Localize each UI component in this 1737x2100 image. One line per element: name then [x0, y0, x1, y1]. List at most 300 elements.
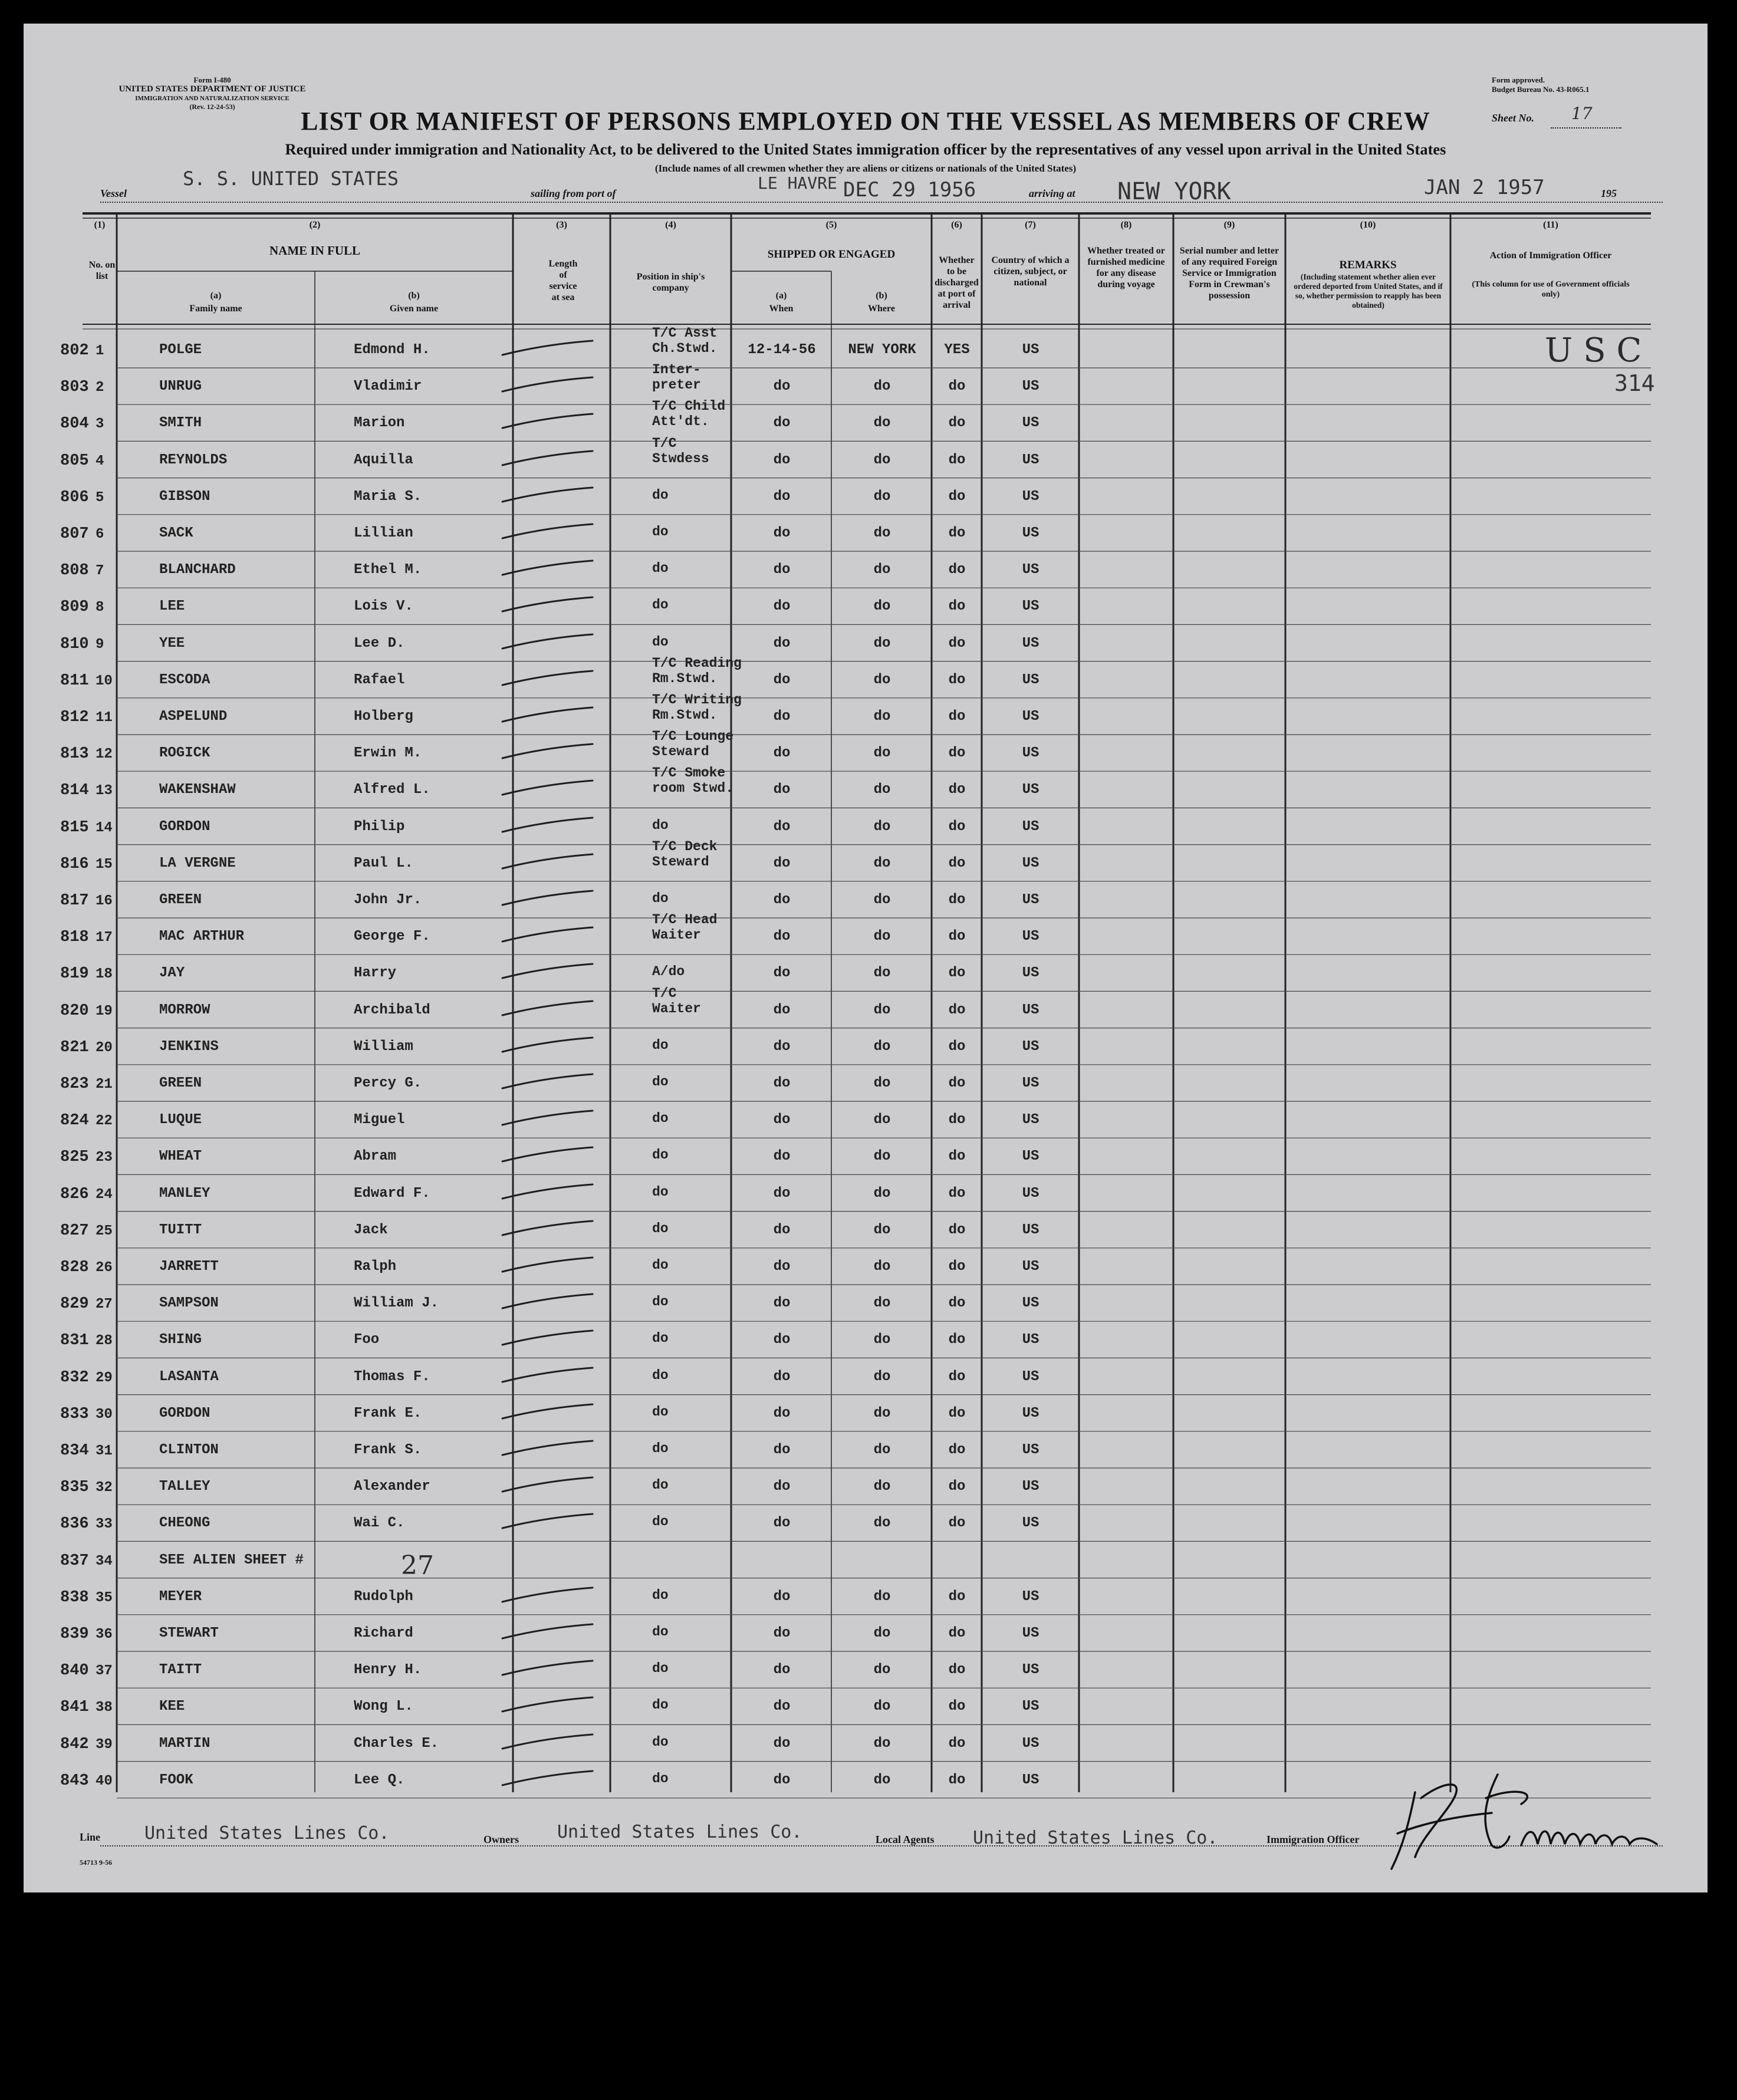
- row-family-name: ASPELUND: [159, 709, 228, 725]
- row-discharged: YES: [944, 342, 970, 358]
- row-list-number: 8: [96, 600, 104, 616]
- row-given-name: Aquilla: [354, 452, 413, 468]
- row-position-line2: do: [652, 1734, 669, 1750]
- row-shipped-when: do: [773, 1479, 791, 1495]
- tally-mark: [489, 521, 607, 544]
- row-list-number: 24: [96, 1186, 113, 1203]
- row-given-name: William: [354, 1038, 413, 1055]
- row-family-name: SACK: [159, 525, 193, 541]
- row-shipped-when: do: [773, 1332, 791, 1348]
- row-shipped-when: do: [773, 378, 791, 395]
- row-given-name: Vladimir: [354, 378, 422, 395]
- row-shipped-when: do: [773, 1588, 791, 1605]
- row-given-name: Alexander: [354, 1479, 430, 1495]
- form-revision: (Rev. 12-24-53): [189, 103, 235, 111]
- row-country: US: [1022, 342, 1039, 358]
- row-shipped-when: do: [773, 1259, 791, 1275]
- row-discharged: do: [948, 1038, 966, 1055]
- footer-officer-label: Immigration Officer: [1266, 1834, 1360, 1845]
- row-list-number: 10: [96, 673, 113, 689]
- row-shipped-when: do: [773, 1368, 791, 1385]
- row-given-name: Miguel: [354, 1112, 405, 1128]
- tally-mark: [489, 1144, 607, 1167]
- row-position-line2: do: [652, 1624, 669, 1640]
- row-discharged: do: [948, 818, 966, 835]
- row-country: US: [1022, 1185, 1039, 1202]
- tally-mark: [489, 1657, 607, 1681]
- tally-mark: [489, 594, 607, 617]
- row-list-number: 28: [96, 1333, 113, 1349]
- row-given-name: Charles E.: [354, 1735, 439, 1752]
- row-country: US: [1022, 1588, 1039, 1605]
- arriving-port: NEW YORK: [1117, 178, 1231, 205]
- row-position-line1: T/C Writing: [652, 692, 742, 707]
- col-7-number: (7): [1025, 220, 1036, 230]
- footer-agents-value: United States Lines Co.: [973, 1828, 1218, 1848]
- row-position-line2: Att'dt.: [652, 414, 709, 430]
- row-given-name: Foo: [354, 1332, 380, 1348]
- row-country: US: [1022, 1515, 1039, 1532]
- row-family-name: POLGE: [159, 342, 202, 358]
- row-given-name: Percy G.: [354, 1075, 422, 1091]
- row-given-name: John Jr.: [354, 892, 422, 908]
- row-discharged: do: [948, 562, 966, 578]
- tally-mark: [489, 374, 607, 397]
- row-country: US: [1022, 562, 1039, 578]
- footer-owners-label: Owners: [483, 1834, 519, 1845]
- row-list-number: 7: [96, 563, 104, 580]
- row-position-line2: do: [652, 1220, 669, 1236]
- col-8-header: Whether treated or furnished medicine for any disease during voyage: [1087, 246, 1165, 289]
- row-shipped-where: do: [873, 782, 891, 798]
- row-list-number: 23: [96, 1150, 113, 1166]
- row-shipped-when: 12-14-56: [748, 342, 816, 358]
- row-list-number: 33: [96, 1516, 113, 1533]
- row-discharged: do: [948, 525, 966, 541]
- footer-line-label: Line: [80, 1831, 101, 1843]
- row-country: US: [1022, 525, 1039, 541]
- row-ref-number: 826: [60, 1185, 89, 1203]
- row-given-name: Thomas F.: [354, 1368, 430, 1385]
- row-position-line1: T/C Child: [652, 399, 726, 414]
- row-position-line2: do: [652, 1587, 669, 1603]
- row-shipped-when: do: [773, 892, 791, 908]
- row-position-line2: do: [652, 597, 669, 613]
- row-country: US: [1022, 1038, 1039, 1055]
- row-position-line2: do: [652, 1477, 669, 1493]
- row-position-line1: Inter-: [652, 362, 701, 378]
- row-ref-number: 820: [60, 1002, 89, 1020]
- tally-mark: [489, 704, 607, 728]
- row-discharged: do: [948, 1442, 966, 1458]
- row-family-name: WHEAT: [159, 1148, 202, 1165]
- row-given-name: Frank S.: [354, 1442, 422, 1458]
- row-discharged: do: [948, 415, 966, 432]
- row-shipped-where: do: [873, 1259, 891, 1275]
- row-list-number: 3: [96, 416, 104, 433]
- row-shipped-when: do: [773, 635, 791, 651]
- service-name: IMMIGRATION AND NATURALIZATION SERVICE: [135, 95, 290, 102]
- usc-annotation: USC: [1545, 331, 1653, 370]
- col-10-header: REMARKS: [1339, 259, 1397, 271]
- col-2b-number: (b): [408, 291, 420, 301]
- row-given-name: Lillian: [354, 525, 413, 541]
- row-discharged: do: [948, 1075, 966, 1091]
- row-ref-number: 817: [60, 892, 89, 910]
- row-list-number: 35: [96, 1589, 113, 1606]
- row-country: US: [1022, 782, 1039, 798]
- row-position-line1: T/C Reading: [652, 655, 742, 671]
- row-position-line2: do: [652, 1770, 669, 1786]
- row-discharged: do: [948, 929, 966, 945]
- row-ref-number: 842: [60, 1735, 89, 1753]
- row-shipped-where: do: [873, 598, 891, 615]
- row-list-number: 5: [96, 489, 104, 506]
- row-ref-number: 814: [60, 782, 89, 800]
- row-list-number: 17: [96, 930, 113, 946]
- row-ref-number: 815: [60, 818, 89, 837]
- tally-mark: [489, 1731, 607, 1755]
- row-list-number: 34: [96, 1553, 113, 1569]
- col-5b-header: Where: [868, 304, 895, 314]
- row-list-number: 14: [96, 819, 113, 836]
- row-family-name: GORDON: [159, 818, 210, 835]
- row-family-name: TAITT: [159, 1662, 202, 1678]
- row-position-line1: T/C Smoke: [652, 765, 726, 781]
- row-list-number: 15: [96, 856, 113, 873]
- row-ref-number: 837: [60, 1552, 89, 1570]
- vessel-name: S. S. UNITED STATES: [183, 167, 399, 190]
- row-discharged: do: [948, 1772, 966, 1788]
- row-family-name: SMITH: [159, 415, 202, 432]
- row-family-name: CHEONG: [159, 1515, 210, 1532]
- row-discharged: do: [948, 1699, 966, 1715]
- row-shipped-when: do: [773, 1405, 791, 1421]
- row-country: US: [1022, 1075, 1039, 1091]
- row-discharged: do: [948, 965, 966, 982]
- tally-mark: [489, 1474, 607, 1497]
- row-list-number: 30: [96, 1406, 113, 1423]
- row-position-line2: do: [652, 1147, 669, 1163]
- row-family-name: YEE: [159, 635, 185, 651]
- row-shipped-when: do: [773, 782, 791, 798]
- row-given-name: Maria S.: [354, 488, 422, 505]
- row-position-line2: Waiter: [652, 1000, 701, 1016]
- row-ref-number: 819: [60, 965, 89, 983]
- row-family-name: SEE ALIEN SHEET #: [159, 1552, 304, 1568]
- form-number: Form I-480: [193, 75, 231, 84]
- col-5a-number: (a): [775, 291, 787, 301]
- row-shipped-where: do: [873, 488, 891, 505]
- year-suffix: 195: [1601, 187, 1617, 199]
- row-family-name: GIBSON: [159, 488, 210, 505]
- row-shipped-where: NEW YORK: [848, 342, 916, 358]
- col-9-number: (9): [1223, 220, 1235, 230]
- row-shipped-when: do: [773, 1002, 791, 1018]
- col-2a-header: Family name: [189, 304, 242, 314]
- row-shipped-where: do: [873, 415, 891, 432]
- row-position-line2: do: [652, 1111, 669, 1127]
- row-country: US: [1022, 965, 1039, 982]
- row-country: US: [1022, 488, 1039, 505]
- footer-agents-label: Local Agents: [876, 1834, 935, 1845]
- row-list-number: 13: [96, 783, 113, 799]
- row-ref-number: 836: [60, 1515, 89, 1533]
- row-position-line2: do: [652, 1331, 669, 1347]
- row-ref-number: 804: [60, 415, 89, 433]
- row-country: US: [1022, 1442, 1039, 1458]
- row-position-line2: do: [652, 891, 669, 906]
- row-position-line2: Waiter: [652, 927, 701, 943]
- row-shipped-when: do: [773, 1185, 791, 1202]
- row-shipped-when: do: [773, 598, 791, 615]
- row-discharged: do: [948, 488, 966, 505]
- row-country: US: [1022, 1368, 1039, 1385]
- row-family-name: LA VERGNE: [159, 855, 236, 871]
- row-shipped-when: do: [773, 488, 791, 505]
- row-shipped-when: do: [773, 452, 791, 468]
- row-shipped-where: do: [873, 1368, 891, 1385]
- row-shipped-where: do: [873, 855, 891, 871]
- row-ref-number: 813: [60, 745, 89, 763]
- row-ref-number: 835: [60, 1479, 89, 1497]
- row-discharged: do: [948, 782, 966, 798]
- row-discharged: do: [948, 1112, 966, 1128]
- row-shipped-where: do: [873, 525, 891, 541]
- row-discharged: do: [948, 672, 966, 688]
- row-discharged: do: [948, 745, 966, 762]
- row-discharged: do: [948, 709, 966, 725]
- row-discharged: do: [948, 635, 966, 651]
- tally-mark: [489, 740, 607, 764]
- row-position-line2: do: [652, 487, 669, 503]
- col-11-note: (This column for use of Government officials only): [1472, 280, 1630, 299]
- row-position-line1: T/C Deck: [652, 838, 718, 854]
- row-discharged: do: [948, 378, 966, 395]
- row-position-line2: do: [652, 1037, 669, 1053]
- print-code: 54713 9-56: [80, 1858, 112, 1867]
- row-ref-number: 816: [60, 855, 89, 873]
- row-list-number: 18: [96, 966, 113, 983]
- row-given-name: Erwin M.: [354, 745, 422, 762]
- row-position-line2: Stwdess: [652, 450, 709, 466]
- col-5b-number: (b): [876, 291, 887, 301]
- row-ref-number: 829: [60, 1295, 89, 1314]
- col-11-number: (11): [1543, 220, 1558, 230]
- row-shipped-when: do: [773, 1148, 791, 1165]
- row-list-number: 36: [96, 1627, 113, 1643]
- row-shipped-where: do: [873, 672, 891, 688]
- row-position-line2: Ch.Stwd.: [652, 341, 718, 356]
- row-ref-number: 833: [60, 1405, 89, 1423]
- row-list-number: 1: [96, 343, 104, 359]
- row-shipped-where: do: [873, 635, 891, 651]
- col-8-number: (8): [1120, 220, 1132, 230]
- row-position-line2: do: [652, 1661, 669, 1677]
- row-ref-number: 808: [60, 562, 89, 580]
- row-discharged: do: [948, 1259, 966, 1275]
- row-country: US: [1022, 1772, 1039, 1788]
- row-given-name: Edmond H.: [354, 342, 430, 358]
- row-ref-number: 825: [60, 1148, 89, 1167]
- row-country: US: [1022, 929, 1039, 945]
- row-country: US: [1022, 635, 1039, 651]
- row-shipped-where: do: [873, 1002, 891, 1018]
- tally-mark: [489, 924, 607, 947]
- row-position-line2: do: [652, 1184, 669, 1200]
- row-ref-number: 832: [60, 1368, 89, 1387]
- row-shipped-when: do: [773, 672, 791, 688]
- row-family-name: JENKINS: [159, 1038, 219, 1055]
- row-ref-number: 803: [60, 378, 89, 397]
- row-ref-number: 818: [60, 929, 89, 947]
- row-given-name: Ralph: [354, 1259, 397, 1275]
- row-shipped-where: do: [873, 1625, 891, 1641]
- row-ref-number: 831: [60, 1332, 89, 1350]
- row-family-name: SAMPSON: [159, 1295, 219, 1312]
- row-ref-number: 806: [60, 488, 89, 506]
- row-ref-number: 809: [60, 598, 89, 617]
- row-position-line2: Steward: [652, 744, 709, 760]
- tally-mark: [489, 1767, 607, 1791]
- row-country: US: [1022, 598, 1039, 615]
- row-given-name: Ethel M.: [354, 562, 422, 578]
- tally-mark: [489, 1254, 607, 1278]
- row-given-name: Paul L.: [354, 855, 413, 871]
- row-discharged: do: [948, 892, 966, 908]
- row-ref-number: 828: [60, 1259, 89, 1276]
- row-list-number: 38: [96, 1700, 113, 1716]
- row-country: US: [1022, 1662, 1039, 1678]
- officer-signature: [1380, 1757, 1686, 1875]
- row-list-number: 19: [96, 1003, 113, 1019]
- footer-owners-value: United States Lines Co.: [557, 1822, 802, 1842]
- row-position-line2: do: [652, 1074, 669, 1090]
- row-discharged: do: [948, 855, 966, 871]
- col-5a-header: When: [769, 304, 794, 314]
- row-country: US: [1022, 855, 1039, 871]
- row-shipped-when: do: [773, 1772, 791, 1788]
- row-family-name: MAC ARTHUR: [159, 929, 245, 945]
- row-shipped-where: do: [873, 1185, 891, 1202]
- row-discharged: do: [948, 1002, 966, 1018]
- row-country: US: [1022, 1699, 1039, 1715]
- row-given-name: Rudolph: [354, 1588, 413, 1605]
- row-given-name: Wai C.: [354, 1515, 405, 1532]
- row-shipped-where: do: [873, 1699, 891, 1715]
- row-shipped-when: do: [773, 1625, 791, 1641]
- row-country: US: [1022, 1625, 1039, 1641]
- row-list-number: 40: [96, 1773, 113, 1789]
- tally-mark: [489, 777, 607, 801]
- col-2-header: NAME IN FULL: [269, 243, 360, 258]
- row-country: US: [1022, 1148, 1039, 1165]
- tally-mark: [489, 1510, 607, 1534]
- row-given-name: William J.: [354, 1295, 439, 1312]
- row-shipped-where: do: [873, 452, 891, 468]
- col-9-header: Serial number and letter of any required Foreign Service or Immigration Form in Crewman's possession: [1179, 246, 1279, 301]
- row-list-number: 9: [96, 636, 104, 653]
- include-note: (Include names of all crewmen whether they are aliens or citizens or nationals of the United States): [654, 163, 1077, 174]
- row-family-name: JAY: [159, 965, 185, 982]
- row-family-name: CLINTON: [159, 1442, 219, 1458]
- tally-mark: [489, 1437, 607, 1461]
- row-discharged: do: [948, 1222, 966, 1238]
- row-position-line2: do: [652, 817, 669, 833]
- row-family-name: LASANTA: [159, 1368, 219, 1385]
- page-subtitle: Required under immigration and Nationality Act, to be delivered to the United States immigration officer by the representatives of any vessel upon arrival in the United States: [285, 140, 1446, 158]
- row-shipped-where: do: [873, 562, 891, 578]
- row-given-name: Philip: [354, 818, 405, 835]
- row-family-name: MORROW: [159, 1002, 210, 1018]
- row-country: US: [1022, 709, 1039, 725]
- row-shipped-when: do: [773, 1112, 791, 1128]
- row-position-line1: T/C: [652, 435, 677, 451]
- arrival-date: JAN 2 1957: [1424, 176, 1545, 199]
- row-discharged: do: [948, 452, 966, 468]
- row-given-name: George F.: [354, 929, 430, 945]
- sheet-number: 17: [1571, 104, 1593, 123]
- row-ref-number: 821: [60, 1038, 89, 1056]
- row-list-number: 31: [96, 1443, 113, 1459]
- col-4-number: (4): [665, 220, 676, 230]
- row-country: US: [1022, 1112, 1039, 1128]
- row-list-number: 4: [96, 453, 104, 469]
- row-position-line2: A/do: [652, 964, 685, 980]
- row-list-number: 26: [96, 1260, 113, 1276]
- vessel-label: Vessel: [100, 187, 127, 199]
- tally-mark: [489, 1584, 607, 1608]
- row-shipped-when: do: [773, 855, 791, 871]
- row-shipped-when: do: [773, 1222, 791, 1238]
- row-given-name: Henry H.: [354, 1662, 422, 1678]
- sailing-port: LE HAVRE: [758, 173, 837, 193]
- row-shipped-when: do: [773, 745, 791, 762]
- row-given-name: Holberg: [354, 709, 413, 725]
- row-shipped-when: do: [773, 1515, 791, 1532]
- alien-sheet-number: 27: [401, 1551, 434, 1581]
- row-discharged: do: [948, 1295, 966, 1312]
- row-position-line2: do: [652, 1258, 669, 1273]
- row-family-name: MEYER: [159, 1588, 202, 1605]
- form-approved: Form approved.: [1492, 75, 1545, 84]
- row-shipped-where: do: [873, 1735, 891, 1752]
- row-given-name: Richard: [354, 1625, 413, 1641]
- row-shipped-where: do: [873, 1442, 891, 1458]
- row-family-name: REYNOLDS: [159, 452, 228, 468]
- row-shipped-when: do: [773, 929, 791, 945]
- col-5-number: (5): [825, 220, 837, 230]
- tally-mark: [489, 1401, 607, 1424]
- row-shipped-where: do: [873, 1515, 891, 1532]
- row-position-line2: Rm.Stwd.: [652, 707, 718, 723]
- row-family-name: TALLEY: [159, 1479, 210, 1495]
- col-11-header: Action of Immigration Officer: [1489, 251, 1612, 261]
- row-given-name: Jack: [354, 1222, 388, 1238]
- row-discharged: do: [948, 1588, 966, 1605]
- tally-mark: [489, 631, 607, 654]
- row-list-number: 22: [96, 1113, 113, 1130]
- tally-mark: [489, 484, 607, 508]
- tally-mark: [489, 1291, 607, 1314]
- row-position-line2: preter: [652, 377, 701, 393]
- row-shipped-when: do: [773, 1699, 791, 1715]
- row-shipped-when: do: [773, 1735, 791, 1752]
- row-given-name: Lee D.: [354, 635, 405, 651]
- row-country: US: [1022, 892, 1039, 908]
- row-list-number: 37: [96, 1663, 113, 1680]
- col-7-header: Country of which a citizen, subject, or national: [991, 255, 1070, 288]
